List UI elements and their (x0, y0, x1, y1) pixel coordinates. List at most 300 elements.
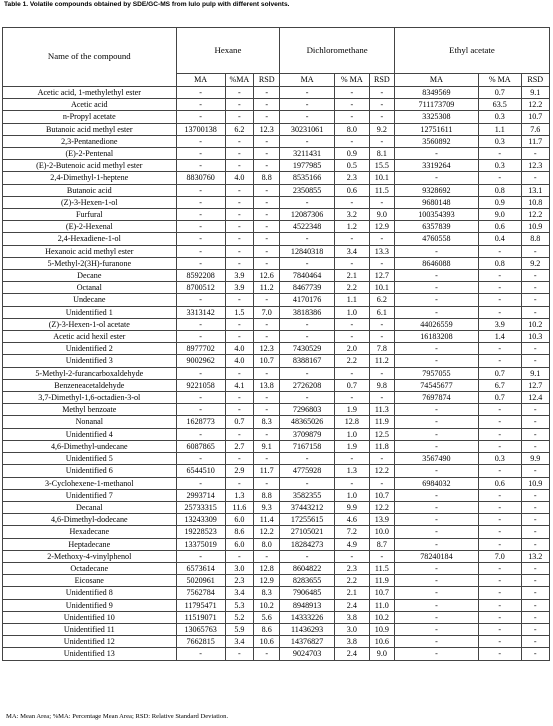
value-cell: 2.4 (334, 599, 369, 611)
value-cell: 8977702 (176, 343, 225, 355)
value-cell: - (280, 477, 335, 489)
value-cell: - (394, 623, 478, 635)
value-cell: - (478, 172, 521, 184)
value-cell: 11.9 (369, 416, 394, 428)
compound-name-cell: Decane (3, 270, 177, 282)
value-cell: - (254, 477, 280, 489)
value-cell: - (521, 428, 549, 440)
value-cell: 9.8 (369, 379, 394, 391)
compound-name-cell: Unidentified 2 (3, 343, 177, 355)
value-cell: 7.0 (254, 306, 280, 318)
value-cell: - (254, 648, 280, 660)
value-cell: - (394, 306, 478, 318)
compound-name-cell: Unidentified 12 (3, 636, 177, 648)
value-cell: - (176, 367, 225, 379)
value-cell: - (478, 245, 521, 257)
value-cell: - (394, 514, 478, 526)
value-cell: - (521, 343, 549, 355)
value-cell: - (254, 148, 280, 160)
compound-name-cell: 2,4-Dimethyl-1-heptene (3, 172, 177, 184)
compound-name-cell: Unidentified 10 (3, 611, 177, 623)
value-cell: 9.0 (478, 209, 521, 221)
value-cell: - (369, 111, 394, 123)
compound-name-cell: 2,4-Hexadiene-1-ol (3, 233, 177, 245)
value-cell: - (369, 135, 394, 147)
value-cell: 5.2 (225, 611, 253, 623)
value-cell: - (225, 245, 253, 257)
value-cell: - (478, 148, 521, 160)
value-cell: 2.1 (334, 587, 369, 599)
value-cell: 4.9 (334, 538, 369, 550)
value-cell: - (521, 599, 549, 611)
value-cell: 1.9 (334, 404, 369, 416)
value-cell: - (394, 148, 478, 160)
table-row (3, 575, 550, 587)
value-cell: - (280, 331, 335, 343)
value-cell: 8467739 (280, 282, 335, 294)
table-body (3, 87, 550, 661)
value-cell: 7.6 (521, 123, 549, 135)
value-cell: - (225, 453, 253, 465)
value-cell: - (521, 611, 549, 623)
table-row (3, 318, 550, 330)
compound-name-cell: Unidentified 3 (3, 355, 177, 367)
value-cell: - (254, 318, 280, 330)
table-row (3, 611, 550, 623)
value-cell: - (521, 575, 549, 587)
value-cell: - (394, 465, 478, 477)
value-cell: - (369, 318, 394, 330)
value-cell: - (334, 367, 369, 379)
value-cell: 6.7 (478, 379, 521, 391)
value-cell: - (254, 550, 280, 562)
value-cell: - (254, 404, 280, 416)
value-cell: 10.9 (521, 221, 549, 233)
value-cell: - (478, 562, 521, 574)
value-cell: - (334, 453, 369, 465)
value-cell: - (176, 87, 225, 99)
value-cell: - (521, 648, 549, 660)
table-row (3, 306, 550, 318)
table-row (3, 367, 550, 379)
value-cell: 13.2 (521, 550, 549, 562)
value-cell: - (176, 453, 225, 465)
value-cell: 8.8 (254, 489, 280, 501)
value-cell: 8349569 (394, 87, 478, 99)
value-cell: - (394, 416, 478, 428)
solvent-header-dichloromethane: Dichloromethane (280, 28, 395, 74)
value-cell: 7906485 (280, 587, 335, 599)
value-cell: - (334, 111, 369, 123)
value-cell: 0.7 (478, 392, 521, 404)
value-cell: - (478, 465, 521, 477)
value-cell: 3.9 (225, 282, 253, 294)
value-cell: 6984032 (394, 477, 478, 489)
value-cell: - (254, 135, 280, 147)
value-cell: - (225, 160, 253, 172)
value-cell: 6.1 (369, 306, 394, 318)
value-cell: 8.0 (334, 123, 369, 135)
value-cell: - (176, 331, 225, 343)
subcol-header: % MA (478, 74, 521, 87)
value-cell: 48365026 (280, 416, 335, 428)
value-cell: - (478, 648, 521, 660)
value-cell: 100354393 (394, 209, 478, 221)
value-cell: 5020961 (176, 575, 225, 587)
value-cell: 2.3 (334, 562, 369, 574)
value-cell: - (394, 599, 478, 611)
table-row (3, 526, 550, 538)
value-cell: - (369, 87, 394, 99)
compound-name-cell: Eicosane (3, 575, 177, 587)
compound-name-cell: Unidentified 13 (3, 648, 177, 660)
compound-name-cell: 2,3-Pentanedione (3, 135, 177, 147)
value-cell: - (394, 404, 478, 416)
value-cell: - (176, 209, 225, 221)
table-row (3, 184, 550, 196)
value-cell: 0.7 (478, 87, 521, 99)
value-cell: 11.0 (369, 599, 394, 611)
value-cell: 0.8 (478, 184, 521, 196)
table-row (3, 599, 550, 611)
compound-name-cell: Hexadecane (3, 526, 177, 538)
value-cell: - (521, 416, 549, 428)
value-cell: - (521, 172, 549, 184)
value-cell: - (334, 87, 369, 99)
compound-name-cell: Unidentified 11 (3, 623, 177, 635)
value-cell: 1.0 (334, 428, 369, 440)
value-cell: - (280, 550, 335, 562)
value-cell: 11.8 (369, 440, 394, 452)
table-row (3, 123, 550, 135)
table-row (3, 87, 550, 99)
value-cell: 9.0 (369, 648, 394, 660)
value-cell: - (254, 453, 280, 465)
value-cell: 4.0 (225, 172, 253, 184)
value-cell: 8592208 (176, 270, 225, 282)
value-cell: - (225, 148, 253, 160)
value-cell: 1977985 (280, 160, 335, 172)
subcol-header: %MA (225, 74, 253, 87)
value-cell: 6.0 (225, 514, 253, 526)
value-cell: 8646088 (394, 257, 478, 269)
value-cell: 3.4 (334, 245, 369, 257)
value-cell: 10.3 (521, 331, 549, 343)
value-cell: 1.1 (478, 123, 521, 135)
value-cell: 2.9 (225, 465, 253, 477)
table-row (3, 135, 550, 147)
value-cell: 11.7 (254, 465, 280, 477)
value-cell: 12.2 (369, 501, 394, 513)
subcol-header: MA (394, 74, 478, 87)
compound-name-cell: Butanoic acid (3, 184, 177, 196)
value-cell: 14333226 (280, 611, 335, 623)
value-cell: 3560892 (394, 135, 478, 147)
value-cell: 1.3 (225, 489, 253, 501)
value-cell: - (521, 282, 549, 294)
value-cell: 12087306 (280, 209, 335, 221)
value-cell: - (394, 428, 478, 440)
table-row (3, 233, 550, 245)
value-cell: 11.9 (369, 575, 394, 587)
subcol-header: MA (280, 74, 335, 87)
value-cell: 6544510 (176, 465, 225, 477)
value-cell: - (478, 294, 521, 306)
value-cell: - (394, 501, 478, 513)
value-cell: 10.2 (254, 599, 280, 611)
value-cell: 6087865 (176, 440, 225, 452)
value-cell: - (521, 538, 549, 550)
value-cell: 12.6 (254, 270, 280, 282)
value-cell: 13700138 (176, 123, 225, 135)
value-cell: - (176, 257, 225, 269)
value-cell: - (225, 367, 253, 379)
value-cell: 12.2 (254, 526, 280, 538)
value-cell: - (225, 477, 253, 489)
compound-name-cell: Undecane (3, 294, 177, 306)
value-cell: - (280, 135, 335, 147)
value-cell: - (280, 257, 335, 269)
value-cell: 1.0 (334, 306, 369, 318)
value-cell: - (394, 648, 478, 660)
value-cell: 2.3 (334, 172, 369, 184)
value-cell: 10.1 (369, 172, 394, 184)
value-cell: - (521, 636, 549, 648)
subcol-header: MA (176, 74, 225, 87)
value-cell: - (176, 111, 225, 123)
value-cell: 0.6 (334, 184, 369, 196)
value-cell: - (176, 550, 225, 562)
compound-name-cell: Unidentified 6 (3, 465, 177, 477)
value-cell: - (478, 343, 521, 355)
value-cell: 1.4 (478, 331, 521, 343)
value-cell: - (225, 294, 253, 306)
value-cell: - (394, 270, 478, 282)
value-cell: 6.2 (369, 294, 394, 306)
value-cell: - (394, 562, 478, 574)
table-row (3, 331, 550, 343)
table-caption: Table 1. Volatile compounds obtained by SDE/GC-MS from lulo pulp with different solvents. (4, 1, 290, 8)
table-row (3, 636, 550, 648)
value-cell: 0.9 (334, 148, 369, 160)
compound-column-header: Name of the compound (3, 28, 177, 87)
value-cell: 3211431 (280, 148, 335, 160)
value-cell: - (280, 111, 335, 123)
value-cell: 37443212 (280, 501, 335, 513)
value-cell: - (478, 526, 521, 538)
table-row (3, 404, 550, 416)
value-cell: 9.9 (521, 453, 549, 465)
value-cell: - (521, 440, 549, 452)
value-cell: 12.3 (254, 123, 280, 135)
value-cell: 10.7 (521, 111, 549, 123)
value-cell: 3313142 (176, 306, 225, 318)
value-cell: - (478, 514, 521, 526)
compound-name-cell: 5-Methyl-2-furancarboxaldehyde (3, 367, 177, 379)
compound-name-cell: Octanal (3, 282, 177, 294)
value-cell: 18284273 (280, 538, 335, 550)
value-cell: 10.8 (521, 196, 549, 208)
value-cell: 3.0 (225, 562, 253, 574)
value-cell: 8948913 (280, 599, 335, 611)
value-cell: - (176, 233, 225, 245)
value-cell: 4775928 (280, 465, 335, 477)
compound-name-cell: Acetic acid, 1-methylethyl ester (3, 87, 177, 99)
value-cell: 19228523 (176, 526, 225, 538)
value-cell: 3567490 (394, 453, 478, 465)
value-cell: - (369, 367, 394, 379)
value-cell: 12.2 (521, 99, 549, 111)
value-cell: 10.9 (521, 477, 549, 489)
value-cell: - (394, 575, 478, 587)
value-cell: 1.2 (334, 221, 369, 233)
value-cell: 12.4 (521, 392, 549, 404)
value-cell: 9221058 (176, 379, 225, 391)
value-cell: - (280, 318, 335, 330)
value-cell: - (225, 331, 253, 343)
table-row (3, 245, 550, 257)
value-cell: 11.5 (369, 184, 394, 196)
table-footnote: MA: Mean Area; %MA: Percentage Mean Area; RSD: Relative Standard Deviation. (6, 713, 229, 720)
value-cell: - (225, 99, 253, 111)
value-cell: 0.4 (478, 233, 521, 245)
value-cell: - (521, 148, 549, 160)
value-cell: 2350855 (280, 184, 335, 196)
compound-name-cell: Methyl benzoate (3, 404, 177, 416)
value-cell: 10.7 (369, 489, 394, 501)
table-row (3, 196, 550, 208)
value-cell: 2.2 (334, 355, 369, 367)
value-cell: 2.2 (334, 575, 369, 587)
value-cell: 3709879 (280, 428, 335, 440)
value-cell: 2726208 (280, 379, 335, 391)
value-cell: - (225, 233, 253, 245)
value-cell: - (225, 648, 253, 660)
value-cell: 1.9 (334, 440, 369, 452)
table-row (3, 99, 550, 111)
value-cell: 25733315 (176, 501, 225, 513)
value-cell: - (334, 135, 369, 147)
value-cell: 1.3 (334, 465, 369, 477)
value-cell: - (478, 538, 521, 550)
value-cell: 2.0 (334, 343, 369, 355)
value-cell: 1.1 (334, 294, 369, 306)
value-cell: 8388167 (280, 355, 335, 367)
value-cell: 0.6 (478, 221, 521, 233)
value-cell: 3.9 (478, 318, 521, 330)
value-cell: 7662815 (176, 636, 225, 648)
volatile-compounds-table (2, 27, 550, 661)
value-cell: - (225, 404, 253, 416)
value-cell: - (334, 233, 369, 245)
value-cell: 3.4 (225, 636, 253, 648)
compound-name-cell: Unidentified 5 (3, 453, 177, 465)
value-cell: 0.3 (478, 160, 521, 172)
compound-name-cell: Unidentified 7 (3, 489, 177, 501)
value-cell: - (478, 306, 521, 318)
value-cell: - (176, 148, 225, 160)
value-cell: 11.2 (254, 282, 280, 294)
value-cell: 9.2 (521, 257, 549, 269)
value-cell: - (521, 465, 549, 477)
value-cell: 4522348 (280, 221, 335, 233)
value-cell: 3319264 (394, 160, 478, 172)
value-cell: - (254, 245, 280, 257)
value-cell: - (280, 453, 335, 465)
value-cell: - (334, 196, 369, 208)
value-cell: 9680148 (394, 196, 478, 208)
value-cell: 12.8 (334, 416, 369, 428)
value-cell: - (254, 257, 280, 269)
value-cell: 3.0 (334, 623, 369, 635)
value-cell: - (254, 367, 280, 379)
value-cell: - (176, 648, 225, 660)
value-cell: - (478, 575, 521, 587)
value-cell: 4.0 (225, 355, 253, 367)
value-cell: 0.3 (478, 135, 521, 147)
value-cell: - (280, 87, 335, 99)
value-cell: 12.7 (369, 270, 394, 282)
value-cell: - (225, 184, 253, 196)
value-cell: 8.8 (254, 172, 280, 184)
value-cell: - (478, 636, 521, 648)
value-cell: 13.1 (521, 184, 549, 196)
value-cell: 3325308 (394, 111, 478, 123)
value-cell: - (521, 489, 549, 501)
value-cell: - (225, 550, 253, 562)
value-cell: - (394, 343, 478, 355)
value-cell: 6.2 (225, 123, 253, 135)
value-cell: - (478, 501, 521, 513)
value-cell: 12.3 (254, 343, 280, 355)
value-cell: 2993714 (176, 489, 225, 501)
value-cell: 7.8 (369, 343, 394, 355)
value-cell: - (334, 392, 369, 404)
value-cell: - (176, 184, 225, 196)
value-cell: 3818386 (280, 306, 335, 318)
value-cell: - (334, 257, 369, 269)
value-cell: - (521, 562, 549, 574)
solvent-header-hexane: Hexane (176, 28, 280, 74)
value-cell: - (369, 550, 394, 562)
table-row (3, 392, 550, 404)
value-cell: 10.6 (254, 636, 280, 648)
value-cell: 11436293 (280, 623, 335, 635)
header-group-row (3, 28, 550, 74)
compound-name-cell: 3-Cyclohexene-1-methanol (3, 477, 177, 489)
table-row (3, 538, 550, 550)
value-cell: 4170176 (280, 294, 335, 306)
value-cell: 8.7 (369, 538, 394, 550)
value-cell: 3.4 (225, 587, 253, 599)
value-cell: - (369, 99, 394, 111)
table-row (3, 172, 550, 184)
value-cell: 12840318 (280, 245, 335, 257)
value-cell: 6.0 (225, 538, 253, 550)
value-cell: 0.7 (225, 416, 253, 428)
table-row (3, 148, 550, 160)
table-row (3, 465, 550, 477)
value-cell: - (254, 221, 280, 233)
value-cell: 0.8 (478, 257, 521, 269)
value-cell: - (254, 184, 280, 196)
value-cell: 2.7 (225, 440, 253, 452)
value-cell: 9328692 (394, 184, 478, 196)
value-cell: 8.6 (254, 623, 280, 635)
value-cell: 10.9 (369, 623, 394, 635)
compound-name-cell: Unidentified 1 (3, 306, 177, 318)
compound-name-cell: Nonanal (3, 416, 177, 428)
